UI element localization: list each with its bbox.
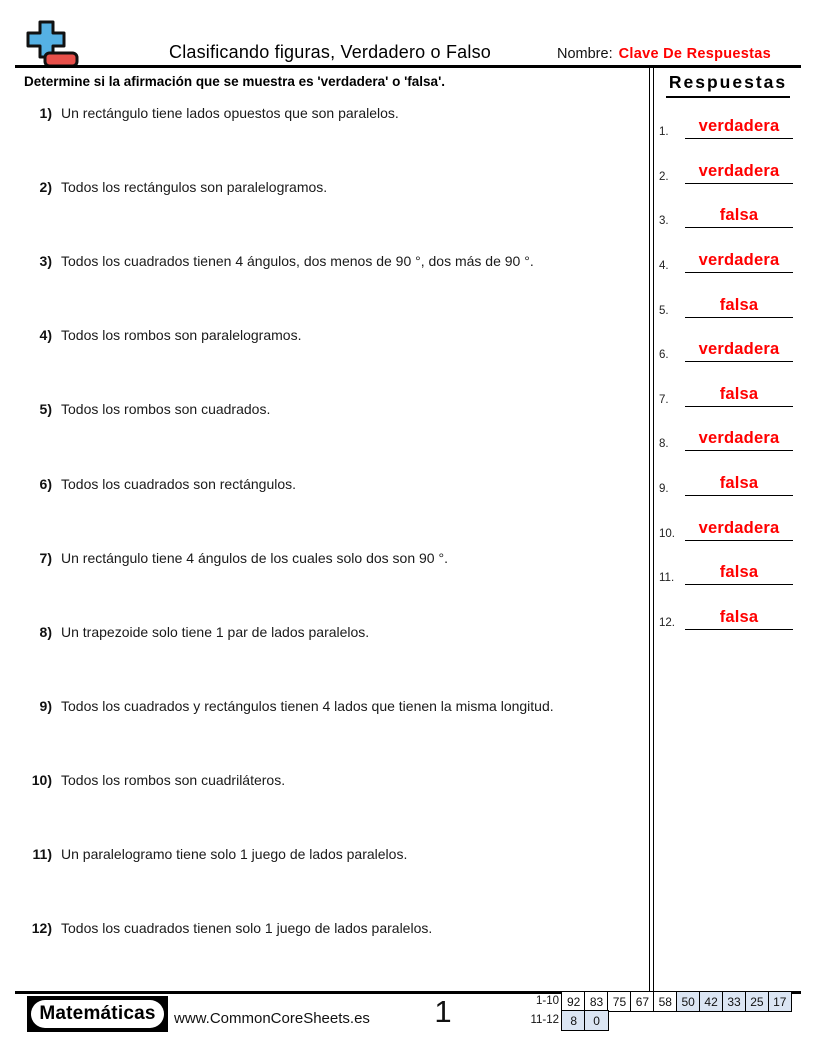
question-item <box>16 253 636 270</box>
question-number: 12) <box>31 920 52 937</box>
answer-value: falsa <box>719 295 759 314</box>
answer-number: 5. <box>659 304 669 317</box>
answer-row <box>656 470 798 496</box>
score-cell: 42 <box>699 991 724 1012</box>
question-text: Todos los cuadrados tienen solo 1 juego de lados paralelos. <box>61 920 433 937</box>
question-number: 7) <box>39 549 52 566</box>
answer-number: 9. <box>659 483 669 496</box>
answer-row <box>656 604 798 630</box>
answer-row <box>656 559 798 585</box>
question-text: Un rectángulo tiene lados opuestos que son paralelos. <box>61 105 399 121</box>
answer-blank-line <box>685 563 793 585</box>
answer-value: verdadera <box>698 250 780 269</box>
question-item <box>16 550 636 567</box>
answers-column-divider <box>649 68 654 991</box>
answer-row <box>656 381 798 407</box>
name-row <box>557 46 771 62</box>
score-cell: 58 <box>653 991 678 1012</box>
answer-key-value: Clave De Respuestas <box>618 46 771 62</box>
answer-number: 8. <box>659 438 669 451</box>
answer-blank-line <box>685 385 793 407</box>
answer-number: 7. <box>659 393 669 406</box>
score-cell: 67 <box>630 991 655 1012</box>
commoncoresheets-logo <box>24 20 80 70</box>
answer-row <box>656 425 798 451</box>
question-item <box>16 401 636 418</box>
question-text: Un trapezoide solo tiene 1 par de lados paralelos. <box>61 623 370 640</box>
question-text: Todos los rombos son cuadrados. <box>61 401 271 418</box>
question-number: 9) <box>39 697 52 714</box>
answer-value: falsa <box>719 608 759 627</box>
question-item <box>16 476 636 493</box>
score-row-label: 11-12 <box>530 1014 559 1027</box>
answer-value: falsa <box>719 206 759 225</box>
answer-row <box>656 247 798 273</box>
answer-blank-line <box>685 608 793 630</box>
question-number: 5) <box>39 401 52 418</box>
answers-heading-label: Respuestas <box>666 72 790 98</box>
score-cell: 83 <box>584 991 609 1012</box>
question-item <box>16 179 636 196</box>
answer-row <box>656 113 798 139</box>
question-text: Todos los rombos son paralelogramos. <box>61 327 302 344</box>
question-item <box>16 846 636 863</box>
question-number: 4) <box>39 327 52 344</box>
score-cell: 92 <box>561 991 586 1012</box>
answer-blank-line <box>685 162 793 184</box>
worksheet-title: Clasificando figuras, Verdadero o Falso <box>169 42 491 62</box>
answer-blank-line <box>685 519 793 541</box>
question-text: Todos los cuadrados tienen 4 ángulos, dos menos de 90 °, dos más de 90 °. <box>61 253 534 270</box>
answer-number: 6. <box>659 349 669 362</box>
score-cell: 0 <box>584 1010 609 1031</box>
answer-value: verdadera <box>698 340 780 359</box>
answer-value: verdadera <box>698 429 780 448</box>
score-table-row <box>529 1010 792 1031</box>
score-cell: 33 <box>722 991 747 1012</box>
score-cell: 8 <box>561 1010 586 1031</box>
answer-blank-line <box>685 206 793 228</box>
question-number: 6) <box>39 475 52 492</box>
answer-number: 12. <box>659 617 675 630</box>
score-row-label: 1-10 <box>535 995 559 1007</box>
answers-heading <box>655 72 801 98</box>
answer-number: 1. <box>659 126 669 138</box>
question-text: Todos los rombos son cuadriláteros. <box>61 771 286 788</box>
question-item <box>16 105 636 122</box>
question-number: 11) <box>32 846 52 862</box>
answer-row <box>656 515 798 541</box>
question-text: Un paralelogramo tiene solo 1 juego de lados paralelos. <box>61 846 408 862</box>
answer-value: verdadera <box>698 117 780 135</box>
question-number: 10) <box>31 771 52 788</box>
name-label: Nombre: <box>557 46 613 62</box>
subject-badge <box>27 996 168 1032</box>
page-number: 1 <box>434 994 452 1029</box>
answer-number: 4. <box>659 259 669 272</box>
answer-blank-line <box>685 429 793 451</box>
score-table <box>529 991 792 1031</box>
question-number: 1) <box>39 105 52 121</box>
answer-value: falsa <box>719 474 759 493</box>
answer-value: falsa <box>719 563 759 582</box>
question-text: Todos los rectángulos son paralelogramos. <box>61 179 328 196</box>
answer-number: 3. <box>659 215 669 228</box>
score-cell: 17 <box>768 991 793 1012</box>
question-number: 8) <box>39 623 52 640</box>
question-text: Todos los cuadrados y rectángulos tienen 4 lados que tienen la misma longitud. <box>61 697 554 714</box>
answer-blank-line <box>685 117 793 139</box>
score-cell: 75 <box>607 991 632 1012</box>
answer-blank-line <box>685 474 793 496</box>
answer-row <box>656 292 798 318</box>
plus-minus-icon <box>24 20 80 70</box>
instruction-text: Determine si la afirmación que se muestra es 'verdadera' o 'falsa'. <box>24 74 446 89</box>
answer-blank-line <box>685 251 793 273</box>
answer-value: verdadera <box>698 161 780 180</box>
question-item <box>16 920 636 937</box>
answer-blank-line <box>685 296 793 318</box>
header-divider-line <box>15 65 801 69</box>
answer-value: verdadera <box>698 518 780 537</box>
score-cell: 25 <box>745 991 770 1012</box>
answer-row <box>656 202 798 228</box>
question-number: 2) <box>39 179 52 196</box>
answer-row <box>656 336 798 362</box>
question-text: Todos los cuadrados son rectángulos. <box>61 475 297 492</box>
subject-badge-label: Matemáticas <box>31 1000 164 1028</box>
question-item <box>16 698 636 715</box>
score-cell: 50 <box>676 991 701 1012</box>
answer-row <box>656 158 798 184</box>
answer-number: 11. <box>659 572 675 585</box>
question-text: Un rectángulo tiene 4 ángulos de los cuales solo dos son 90 °. <box>61 549 448 566</box>
question-number: 3) <box>39 253 52 270</box>
question-item <box>16 327 636 344</box>
score-table-row <box>529 991 792 1012</box>
answer-blank-line <box>685 340 793 362</box>
question-item <box>16 772 636 789</box>
answer-value: falsa <box>719 384 759 403</box>
answer-number: 2. <box>659 170 669 183</box>
website-url: www.CommonCoreSheets.es <box>174 1010 370 1027</box>
question-item <box>16 624 636 641</box>
answer-number: 10. <box>659 527 675 540</box>
